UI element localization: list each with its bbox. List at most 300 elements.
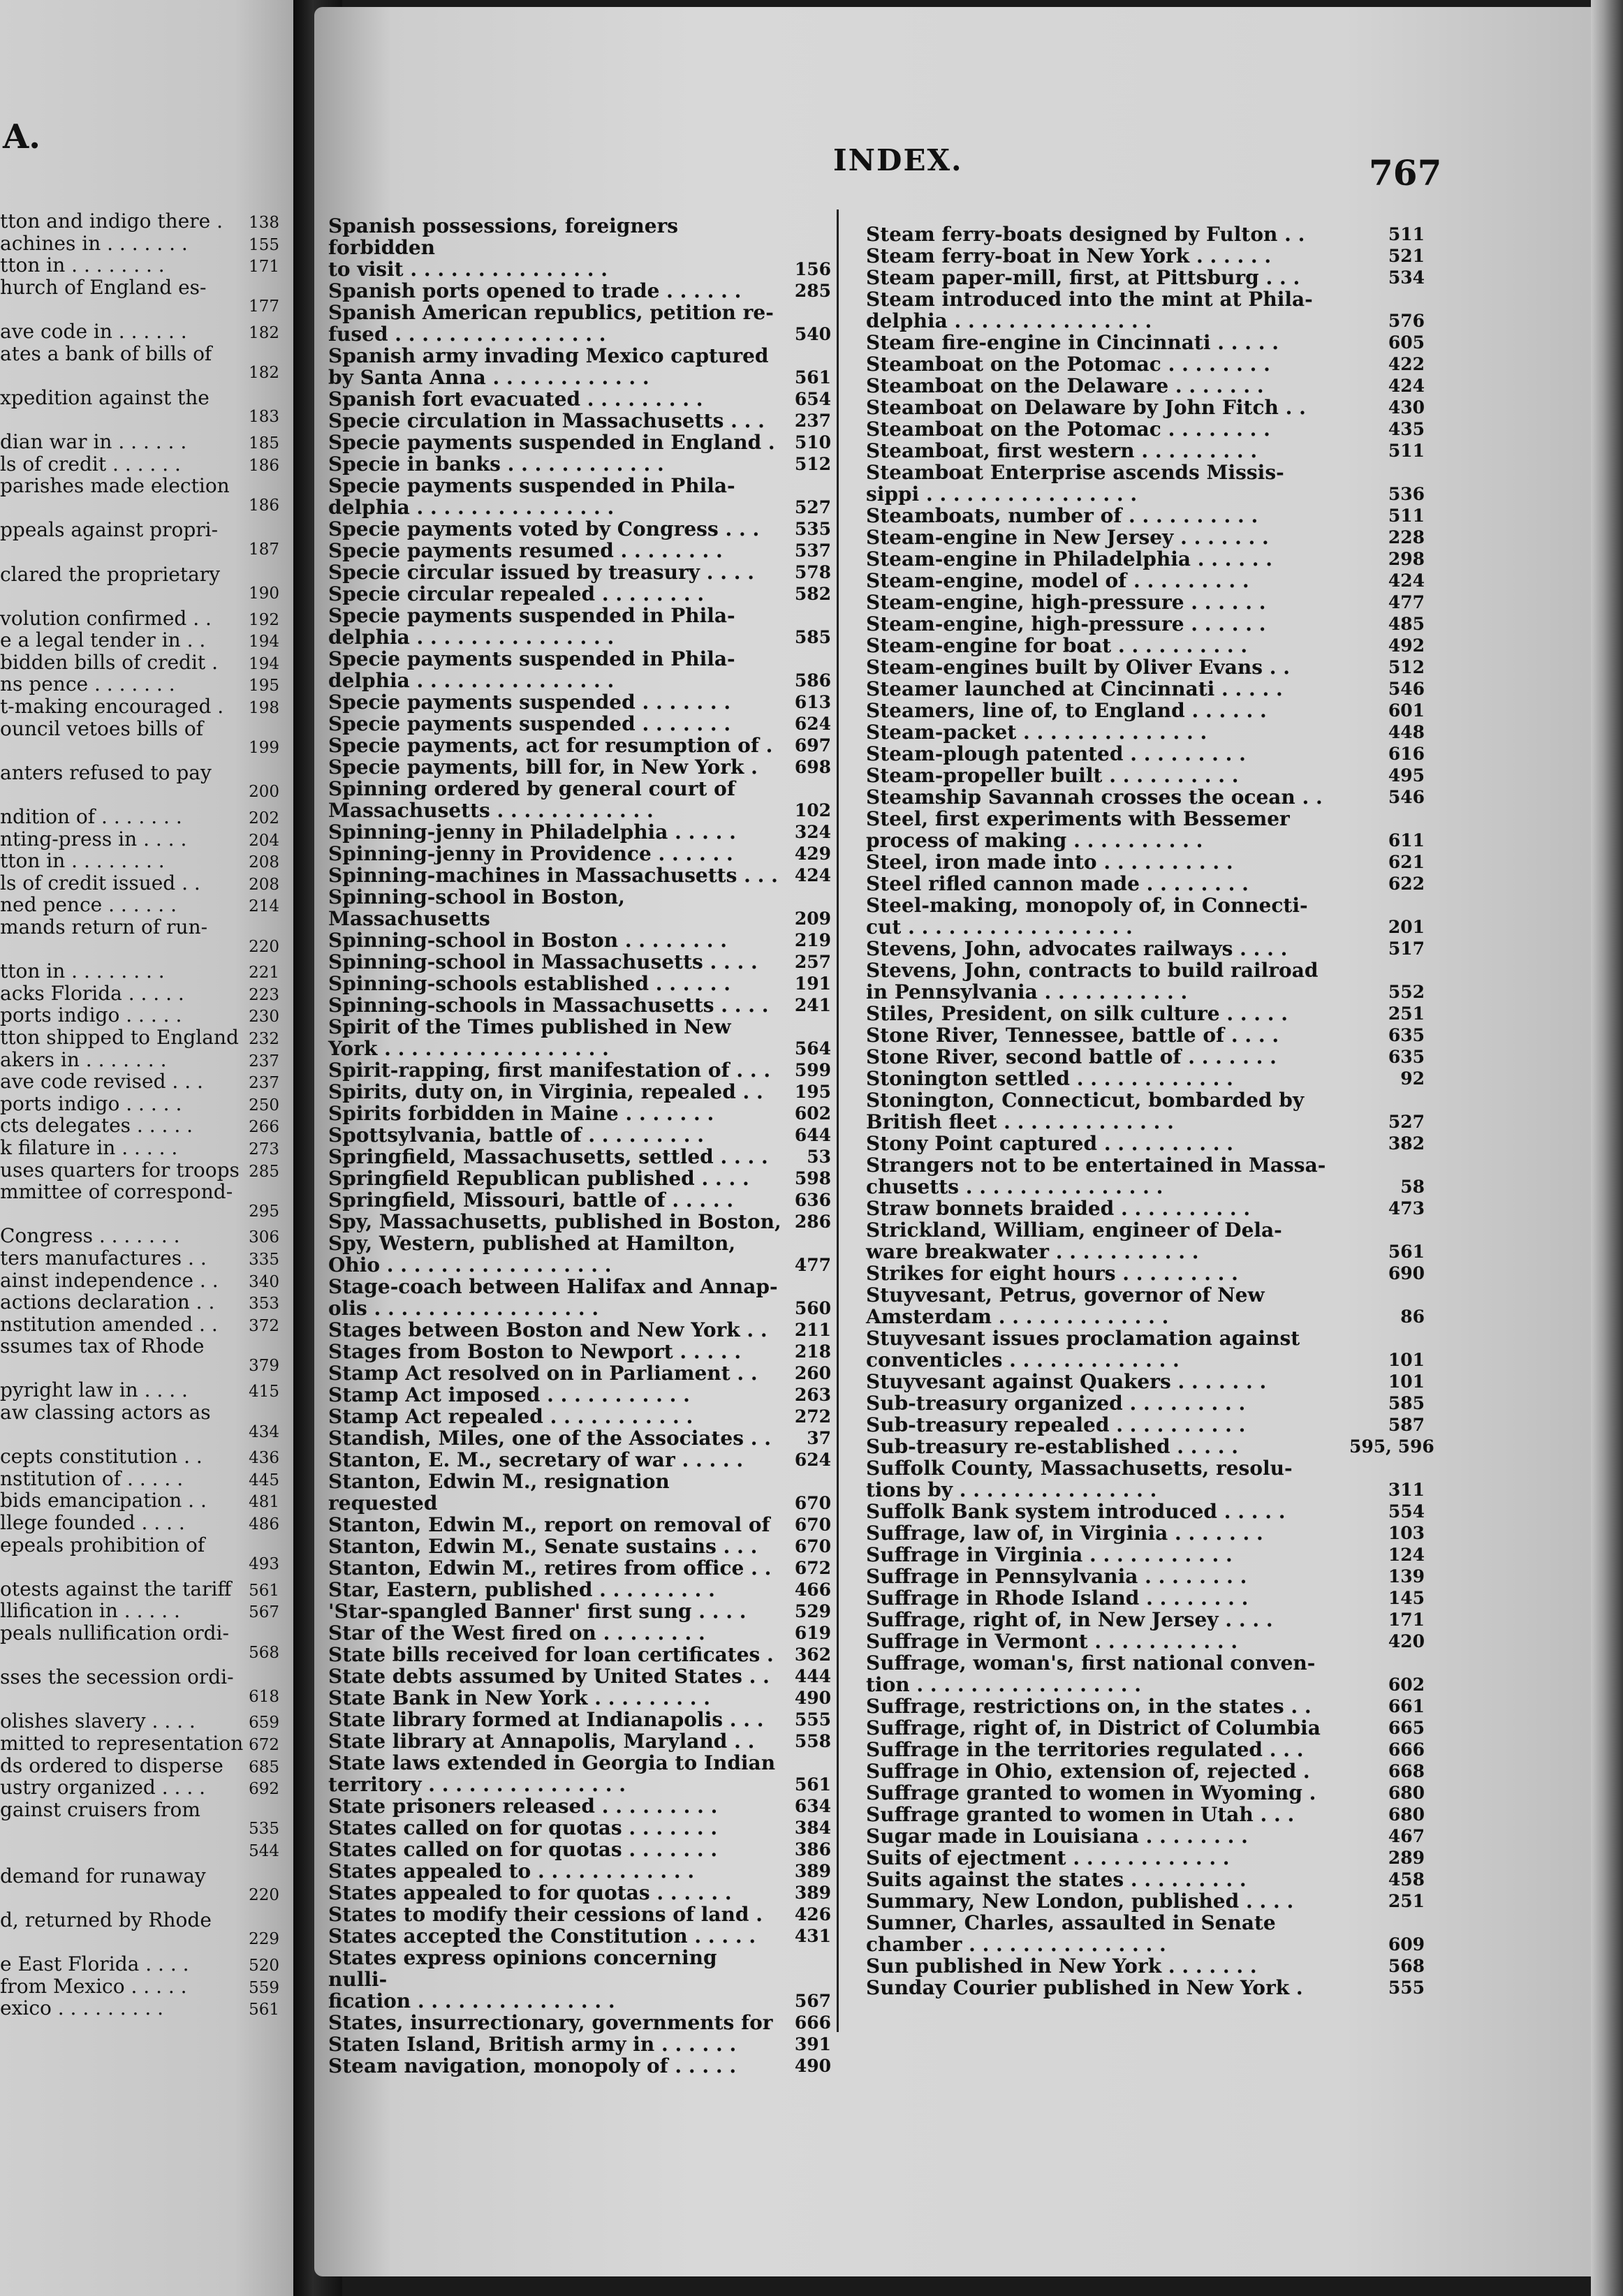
left-index-text: actions declaration . .	[0, 1290, 215, 1314]
index-entry-page: 492	[1388, 635, 1425, 656]
index-entry-text: Steam navigation, monopoly of . . . . .	[328, 2054, 737, 2077]
index-entry-page: 635	[1388, 1025, 1425, 1045]
left-index-page: 285	[249, 1162, 279, 1181]
index-entry-text: States appealed to . . . . . . . . . . . .	[328, 1860, 695, 1883]
left-index-text: mmittee of correspond-	[0, 1180, 233, 1204]
left-index-page: 434	[249, 1422, 279, 1441]
index-entry-page: 546	[1388, 787, 1425, 807]
index-entry-page: 670	[794, 1515, 831, 1535]
left-index-page: 199	[249, 739, 279, 758]
index-entry	[866, 1652, 1425, 1695]
index-entry	[866, 656, 1425, 678]
index-entry-page: 622	[1388, 874, 1425, 894]
index-entry-text: Steamer launched at Cincinnati . . . . .	[866, 677, 1283, 700]
index-entry-page: 298	[1388, 549, 1425, 569]
index-entry-page: 666	[1388, 1739, 1425, 1760]
index-entry-page: 362	[794, 1644, 831, 1665]
index-entry-text: Specie payments suspended in Phila- delphia . . . . . . . . . . . . . . .	[328, 647, 735, 692]
index-entry-text: Steam-engines built by Oliver Evans . .	[866, 656, 1291, 679]
left-index-row	[0, 1754, 279, 1776]
index-entry	[328, 1059, 831, 1081]
index-entry-page: 586	[794, 670, 831, 691]
index-entry-page: 430	[1388, 397, 1425, 418]
index-entry-text: Spanish fort evacuated . . . . . . . . .	[328, 388, 703, 411]
index-entry	[328, 2055, 831, 2077]
index-entry	[866, 765, 1425, 786]
left-index-row	[0, 915, 279, 938]
left-index-row	[0, 1820, 279, 1842]
left-index-text: ouncil vetoes bills of	[0, 716, 204, 740]
index-entry-page: 564	[794, 1038, 831, 1059]
index-entry-page: 391	[794, 2034, 831, 2054]
index-entry	[328, 1319, 831, 1341]
index-entry-page: 458	[1388, 1869, 1425, 1890]
index-entry	[328, 1362, 831, 1384]
left-index-page: 195	[249, 677, 279, 696]
left-index-text: tton in . . . . . . . .	[0, 849, 165, 873]
left-index-text: e East Florida . . . .	[0, 1952, 189, 1975]
index-entry-text: State prisoners released . . . . . . . . .	[328, 1795, 718, 1818]
index-entry-page: 568	[1388, 1956, 1425, 1976]
index-entry	[328, 540, 831, 561]
index-entry-text: Spinning-machines in Massachusetts . . .	[328, 864, 778, 887]
left-index-row	[0, 982, 279, 1004]
left-index-row	[0, 1158, 279, 1181]
index-entry-page: 567	[794, 1991, 831, 2011]
index-entry-text: Spanish possessions, foreigners forbidden to visit . . . . . . . . . . . . . . .	[328, 214, 679, 281]
left-index-row	[0, 827, 279, 850]
index-entry-text: Steamboat on Delaware by John Fitch . .	[866, 396, 1306, 419]
index-entry	[866, 808, 1425, 851]
left-index-page: 232	[249, 1029, 279, 1048]
index-entry	[328, 1644, 831, 1665]
index-entry-page: 576	[1388, 311, 1425, 331]
index-entry-text: Steam-engine, high-pressure . . . . . .	[866, 612, 1266, 635]
left-index-text: tton shipped to England	[0, 1025, 239, 1049]
left-index-text: bids emancipation . .	[0, 1489, 207, 1513]
left-index-text: Congress . . . . . . .	[0, 1224, 180, 1248]
left-index-page: 198	[249, 699, 279, 718]
left-index-row	[0, 959, 279, 982]
index-entry	[866, 1977, 1425, 1999]
left-index-text: e a legal tender in . .	[0, 628, 206, 652]
left-index-page: 340	[249, 1272, 279, 1291]
left-index-page: 237	[249, 1074, 279, 1093]
index-entry	[328, 713, 831, 735]
index-entry-page: 289	[1388, 1848, 1425, 1868]
left-index-text: sses the secession ordi-	[0, 1665, 234, 1689]
left-index-text: clared the proprietary	[0, 562, 221, 586]
index-entry-page: 424	[1388, 376, 1425, 396]
index-entry	[866, 873, 1425, 895]
index-entry-text: Stamp Act repealed . . . . . . . . . . .	[328, 1405, 693, 1428]
index-entry-text: Spinning-jenny in Philadelphia . . . . .	[328, 820, 736, 844]
index-entry	[866, 223, 1425, 245]
index-entry	[328, 1427, 831, 1449]
index-entry-text: Stone River, Tennessee, battle of . . . .	[866, 1024, 1279, 1047]
index-entry-text: Stony Point captured . . . . . . . . . .	[866, 1132, 1234, 1155]
left-index-row	[0, 1467, 279, 1489]
left-index-text: from Mexico . . . . .	[0, 1974, 187, 1998]
left-index-text: xpedition against the	[0, 385, 210, 409]
page-number: 767	[1369, 152, 1442, 193]
left-index-row	[0, 1886, 279, 1908]
index-entry-text: Steamboat, first western . . . . . . . . .	[866, 439, 1258, 462]
index-entry	[328, 1752, 831, 1795]
index-entry-text: Star of the West fired on . . . . . . . .	[328, 1621, 705, 1644]
index-entry-text: Suffolk County, Massachusetts, resolu- tions by . . . . . . . . . . . . . . .	[866, 1457, 1293, 1501]
index-entry-text: States express opinions concerning nulli- fication . . . . . . . . . . . . . . .	[328, 1946, 717, 2012]
left-index-page: 138	[249, 214, 279, 232]
index-entry-page: 585	[1388, 1393, 1425, 1413]
index-entry-text: Springfield, Massachusetts, settled . . . .	[328, 1145, 768, 1168]
index-entry	[866, 1631, 1425, 1652]
index-entry	[328, 518, 831, 540]
index-entry-text: Stanton, Edwin M., resignation requested	[328, 1470, 670, 1515]
left-index-page: 561	[249, 1581, 279, 1600]
index-entry	[328, 1232, 831, 1276]
index-entry-page: 422	[1388, 354, 1425, 374]
left-index-text: demand for runaway	[0, 1864, 206, 1887]
index-entry	[866, 1392, 1425, 1414]
index-entry	[866, 440, 1425, 462]
left-index-text: exico . . . . . . . . .	[0, 1996, 164, 2020]
left-index-page: 237	[249, 1052, 279, 1070]
left-index-page: 520	[249, 1956, 279, 1975]
index-entry	[328, 1730, 831, 1752]
left-index-page: 445	[249, 1471, 279, 1489]
left-index-page: 372	[249, 1316, 279, 1335]
index-entry-page: 237	[794, 411, 831, 431]
index-entry	[328, 215, 831, 280]
index-entry-text: Stone River, second battle of . . . . . . .	[866, 1045, 1277, 1068]
left-index-page: 561	[249, 2001, 279, 2019]
left-index-page: 618	[249, 1687, 279, 1706]
left-index-row	[0, 1003, 279, 1026]
index-entry-text: Suffrage granted to women in Wyoming .	[866, 1781, 1316, 1804]
index-entry-page: 561	[794, 1774, 831, 1795]
left-index-page: 192	[249, 610, 279, 629]
left-index-text: ainst independence . .	[0, 1268, 219, 1292]
index-entry-page: 86	[1400, 1307, 1425, 1327]
left-index-row	[0, 1577, 279, 1600]
left-index-text: d, returned by Rhode	[0, 1908, 212, 1931]
index-entry-text: Stages between Boston and New York . .	[328, 1318, 768, 1341]
left-index-text: volution confirmed . .	[0, 606, 212, 630]
index-entry	[328, 1665, 831, 1687]
index-entry-text: Suffrage, restrictions on, in the states . .	[866, 1695, 1312, 1718]
index-entry-page: 511	[1388, 441, 1425, 461]
index-entry-text: Suffrage granted to women in Utah . . .	[866, 1803, 1295, 1826]
left-index-text: ls of credit issued . .	[0, 871, 200, 895]
index-entry-text: Steel rifled cannon made . . . . . . . .	[866, 872, 1249, 895]
left-index-page: 544	[249, 1841, 279, 1860]
index-entry	[328, 778, 831, 821]
index-entry-page: 534	[1388, 267, 1425, 288]
left-index-page: 559	[249, 1978, 279, 1997]
index-entry	[328, 1124, 831, 1146]
index-entry-text: Suits against the states . . . . . . . . .	[866, 1868, 1247, 1891]
index-entry-text: Stanton, Edwin M., Senate sustains . . .	[328, 1535, 758, 1558]
index-entry-page: 490	[794, 2056, 831, 2076]
left-index-row	[0, 1423, 279, 1445]
index-entry-text: Spirits, duty on, in Virginia, repealed . .	[328, 1080, 763, 1103]
left-index-row	[0, 783, 279, 805]
index-entry-text: Spanish ports opened to trade . . . . . .	[328, 279, 742, 302]
index-entry-page: 431	[794, 1926, 831, 1946]
index-entry	[328, 973, 831, 994]
index-entry-page: 386	[794, 1839, 831, 1860]
left-index-row	[0, 408, 279, 430]
index-entry-page: 511	[1388, 506, 1425, 526]
index-entry	[328, 929, 831, 951]
left-index-row	[0, 386, 279, 409]
index-entry-page: 448	[1388, 722, 1425, 742]
left-index-page: 183	[249, 408, 279, 427]
left-index-page: 200	[249, 783, 279, 802]
index-entry-page: 644	[794, 1125, 831, 1145]
left-index-page: 436	[249, 1449, 279, 1468]
left-index-text: acks Florida . . . . .	[0, 981, 184, 1005]
index-entry	[328, 345, 831, 388]
index-entry	[866, 1695, 1425, 1717]
index-entry	[328, 1839, 831, 1860]
left-index-row	[0, 849, 279, 871]
left-index-page: 177	[249, 297, 279, 316]
left-index-page: 692	[249, 1780, 279, 1799]
index-entry-page: 124	[1388, 1545, 1425, 1565]
index-entry-text: Spanish army invading Mexico captured by Santa Anna . . . . . . . . . . . .	[328, 344, 769, 389]
index-entry-page: 690	[1388, 1263, 1425, 1283]
index-entry-page: 191	[794, 973, 831, 994]
index-entry-page: 536	[1388, 484, 1425, 504]
left-index-page: 659	[249, 1714, 279, 1732]
left-index-row	[0, 1114, 279, 1136]
left-index-row	[0, 1290, 279, 1313]
index-entry	[328, 1947, 831, 2012]
left-index-text: olishes slavery . . . .	[0, 1709, 196, 1733]
index-entry-page: 624	[794, 714, 831, 734]
index-entry-text: Steam-engine, model of . . . . . . . . .	[866, 569, 1249, 592]
index-entry	[866, 895, 1425, 938]
index-entry-page: 467	[1388, 1826, 1425, 1846]
left-index-page: 182	[249, 323, 279, 342]
index-entry	[328, 1904, 831, 1925]
index-entry-text: Specie circular repealed . . . . . . . .	[328, 582, 705, 605]
index-entry	[328, 1276, 831, 1319]
index-entry-page: 668	[1388, 1761, 1425, 1781]
left-index-text: nting-press in . . . .	[0, 827, 187, 851]
index-entry-text: Suffrage, right of, in New Jersey . . . .	[866, 1608, 1273, 1631]
left-index-row	[0, 1996, 279, 2019]
index-entry-page: 511	[1388, 224, 1425, 244]
index-entry	[328, 1817, 831, 1839]
left-index-page: 685	[249, 1758, 279, 1776]
index-entry-page: 490	[794, 1688, 831, 1708]
left-index-text: ports indigo . . . . .	[0, 1003, 182, 1027]
index-entry	[328, 453, 831, 475]
index-entry	[866, 1435, 1434, 1458]
index-entry-page: 670	[794, 1493, 831, 1513]
left-index-row	[0, 1975, 279, 1997]
index-entry-text: Stamp Act resolved on in Parliament . .	[328, 1362, 758, 1385]
index-entry-page: 495	[1388, 765, 1425, 786]
index-entry-text: Steam-engine in Philadelphia . . . . . .	[866, 547, 1272, 571]
index-entry-page: 444	[794, 1666, 831, 1686]
left-index-page: 221	[249, 964, 279, 983]
left-index-row	[0, 607, 279, 629]
index-entry-text: Steam paper-mill, first, at Pittsburg . . .	[866, 266, 1300, 289]
index-entry-page: 672	[794, 1558, 831, 1578]
index-entry-text: Stamp Act imposed . . . . . . . . . . .	[328, 1383, 690, 1406]
index-entry-text: Steam-engine, high-pressure . . . . . .	[866, 591, 1266, 614]
index-entry-text: Steam-engine in New Jersey . . . . . . .	[866, 526, 1269, 549]
left-index-row	[0, 430, 279, 452]
left-index-row	[0, 1136, 279, 1158]
left-index-row	[0, 253, 279, 276]
left-index-row	[0, 871, 279, 894]
index-entry-text: Specie payments, bill for, in New York .	[328, 756, 758, 779]
left-index-row	[0, 1378, 279, 1401]
index-entry-text: Stanton, Edwin M., report on removal of	[328, 1513, 770, 1536]
index-entry	[328, 1860, 831, 1882]
left-index-row	[0, 1511, 279, 1533]
index-entry-page: 636	[794, 1190, 831, 1210]
index-entry-text: Specie payments suspended in Phila- delphia . . . . . . . . . . . . . . .	[328, 474, 735, 519]
left-index-row	[0, 628, 279, 651]
index-entry	[328, 583, 831, 605]
index-entry-text: Suffrage, woman's, first national conven- tion . . . . . . . . . . . . . . . . .	[866, 1651, 1316, 1696]
left-index-text: gainst cruisers from	[0, 1797, 200, 1821]
index-entry	[866, 332, 1425, 353]
index-entry-page: 517	[1388, 939, 1425, 959]
index-entry-page: 512	[1388, 657, 1425, 677]
left-index-row	[0, 452, 279, 475]
index-entry-text: States, insurrectionary, governments for	[328, 2011, 773, 2034]
index-entry-page: 670	[794, 1536, 831, 1557]
left-index-text: llification in . . . . .	[0, 1599, 180, 1623]
index-entry	[328, 432, 831, 453]
index-entry-page: 424	[1388, 571, 1425, 591]
left-index-text: otests against the tariff	[0, 1577, 232, 1600]
left-index-page: 306	[249, 1228, 279, 1247]
index-entry	[866, 851, 1425, 873]
index-entry	[328, 1600, 831, 1622]
index-entry	[328, 280, 831, 302]
left-index-row	[0, 209, 279, 232]
index-entry-page: 560	[794, 1298, 831, 1318]
index-entry	[866, 1717, 1425, 1739]
index-entry-text: Specie payments suspended in Phila- delphia . . . . . . . . . . . . . . .	[328, 604, 735, 649]
index-entry	[866, 591, 1425, 613]
left-index-text: ssumes tax of Rhode	[0, 1334, 205, 1358]
index-entry-text: Steam ferry-boat in New York . . . . . .	[866, 244, 1272, 267]
index-entry	[866, 1869, 1425, 1890]
left-index-text: ates a bank of bills of	[0, 341, 212, 365]
index-entry-page: 424	[794, 865, 831, 885]
page-title: INDEX.	[833, 143, 963, 177]
left-index-page: 379	[249, 1356, 279, 1375]
index-entry-page: 535	[794, 519, 831, 539]
left-index-row	[0, 1334, 279, 1357]
index-entry-text: Steamship Savannah crosses the ocean . .	[866, 786, 1323, 809]
index-entry-text: Steamers, line of, to England . . . . . .	[866, 699, 1267, 722]
index-entry	[328, 1687, 831, 1709]
index-entry	[328, 1168, 831, 1189]
index-entry-text: Specie payments voted by Congress . . .	[328, 517, 760, 540]
index-entry-page: 139	[1388, 1566, 1425, 1587]
index-entry-page: 624	[794, 1450, 831, 1470]
index-entry-text: Strikes for eight hours . . . . . . . . .	[866, 1262, 1238, 1285]
left-index-row	[0, 474, 279, 496]
index-entry-page: 473	[1388, 1198, 1425, 1219]
index-entry	[866, 1587, 1425, 1609]
index-entry-text: Star, Eastern, published . . . . . . . . .	[328, 1578, 715, 1601]
index-entry-page: 211	[794, 1320, 831, 1340]
index-entry	[866, 1825, 1425, 1847]
index-entry	[866, 548, 1425, 570]
left-index-page: 190	[249, 584, 279, 603]
left-index-text: akers in . . . . . . .	[0, 1047, 167, 1071]
index-entry-text: Standish, Miles, one of the Associates . .	[328, 1427, 772, 1450]
index-entry-page: 324	[794, 822, 831, 842]
left-index-row	[0, 672, 279, 695]
left-index-row	[0, 739, 279, 761]
index-entry-page: 552	[1388, 982, 1425, 1002]
left-index-row	[0, 1798, 279, 1820]
index-entry	[328, 886, 831, 929]
left-index-text: peals nullification ordi-	[0, 1621, 229, 1644]
index-entry-page: 540	[794, 324, 831, 344]
index-entry	[328, 821, 831, 843]
index-entry	[866, 1501, 1425, 1522]
left-index-row	[0, 1533, 279, 1556]
index-entry	[328, 2033, 831, 2055]
index-entry-page: 582	[794, 584, 831, 604]
index-entry-page: 510	[794, 432, 831, 452]
left-index-text: ls of credit . . . . . .	[0, 452, 181, 476]
index-entry-text: States called on for quotas . . . . . . .	[328, 1838, 718, 1861]
left-index-text: ave code revised . . .	[0, 1070, 203, 1094]
left-index-row	[0, 540, 279, 563]
index-entry	[866, 505, 1425, 527]
index-entry-text: Spinning-school in Massachusetts . . . .	[328, 950, 758, 973]
index-entry-text: Spy, Western, published at Hamilton, Ohio . . . . . . . . . . . . . . . . .	[328, 1232, 736, 1276]
left-index-row	[0, 496, 279, 519]
index-entry-page: 634	[794, 1796, 831, 1816]
index-entry-page: 546	[1388, 679, 1425, 699]
index-entry	[328, 1081, 831, 1103]
index-entry-page: 263	[794, 1385, 831, 1405]
index-entry-text: Stiles, President, on silk culture . . . . .	[866, 1002, 1288, 1025]
index-entry	[866, 1760, 1425, 1782]
left-index-page: 223	[249, 985, 279, 1004]
left-index-row	[0, 717, 279, 739]
left-index-page: 186	[249, 496, 279, 515]
left-index-row	[0, 651, 279, 673]
left-index-text: ports indigo . . . . .	[0, 1091, 182, 1115]
index-entry	[866, 959, 1425, 1003]
index-entry-text: Steam-plough patented . . . . . . . . .	[866, 742, 1246, 765]
left-index-page: 273	[249, 1140, 279, 1158]
index-entry-text: Stage-coach between Halifax and Annap- olis . . . . . . . . . . . . . . . . .	[328, 1275, 778, 1320]
index-entry	[866, 1219, 1425, 1263]
index-entry-text: Steel, iron made into . . . . . . . . . .	[866, 851, 1233, 874]
index-entry-page: 102	[794, 800, 831, 820]
index-entry-page: 595, 596	[1349, 1436, 1434, 1457]
left-index-text: hurch of England es-	[0, 275, 207, 299]
index-entry-page: 92	[1400, 1068, 1425, 1089]
